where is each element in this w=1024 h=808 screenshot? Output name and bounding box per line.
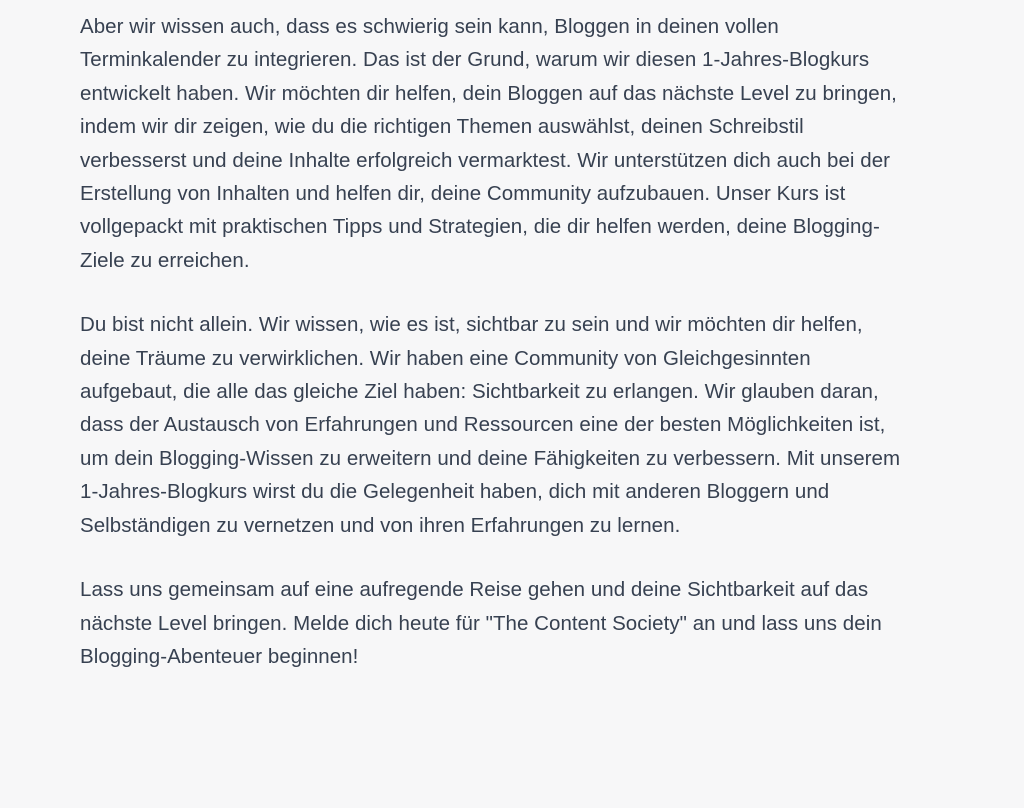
paragraph-line: 1-Jahres-Blogkurs wirst du die Gelegenheit haben, dich mit anderen Bloggern und [80, 480, 830, 504]
paragraph-line: Terminkalender zu integrieren. Das ist der Grund, warum wir diesen 1-Jahres-Blogkurs [80, 48, 870, 72]
paragraph-line: Erstellung von Inhalten und helfen dir, deine Community aufzubauen. Unser Kurs ist [80, 182, 846, 206]
paragraph-line: Du bist nicht allein. Wir wissen, wie es ist, sichtbar zu sein und wir möchten dir helfen, [80, 313, 863, 337]
paragraph-line: aufgebaut, die alle das gleiche Ziel haben: Sichtbarkeit zu erlangen. Wir glauben daran, [80, 380, 879, 404]
paragraph-line: um dein Blogging-Wissen zu erweitern und deine Fähigkeiten zu verbessern. Mit unserem [80, 446, 901, 470]
paragraph-line: Ziele zu erreichen. [80, 248, 250, 272]
paragraph-line: nächste Level bringen. Melde dich heute für "The Content Society" an und lass uns dein [80, 611, 882, 635]
paragraph-line: Lass uns gemeinsam auf eine aufregende Reise gehen und deine Sichtbarkeit auf das [80, 578, 869, 602]
article-body [80, 10, 1010, 673]
paragraph-line: verbesserst und deine Inhalte erfolgreich vermarktest. Wir unterstützen dich auch bei der [80, 148, 891, 172]
paragraph-line: vollgepackt mit praktischen Tipps und Strategien, die dir helfen werden, deine Blogging- [80, 215, 880, 239]
paragraph-line: Selbständigen zu vernetzen und von ihren Erfahrungen zu lernen. [80, 513, 681, 537]
paragraph-1 [80, 10, 1010, 277]
paragraph-line: Aber wir wissen auch, dass es schwierig sein kann, Bloggen in deinen vollen [80, 15, 779, 38]
paragraph-3 [80, 573, 1010, 673]
paragraph-line: deine Träume zu verwirklichen. Wir haben eine Community von Gleichgesinnten [80, 346, 811, 370]
paragraph-line: indem wir dir zeigen, wie du die richtigen Themen auswählst, deinen Schreibstil [80, 115, 804, 139]
paragraph-line: entwickelt haben. Wir möchten dir helfen, dein Bloggen auf das nächste Level zu bringen, [80, 81, 897, 105]
paragraph-2 [80, 308, 1010, 542]
paragraph-line: Blogging-Abenteuer beginnen! [80, 644, 359, 668]
paragraph-line: dass der Austausch von Erfahrungen und Ressourcen eine der besten Möglichkeiten ist, [80, 413, 886, 437]
